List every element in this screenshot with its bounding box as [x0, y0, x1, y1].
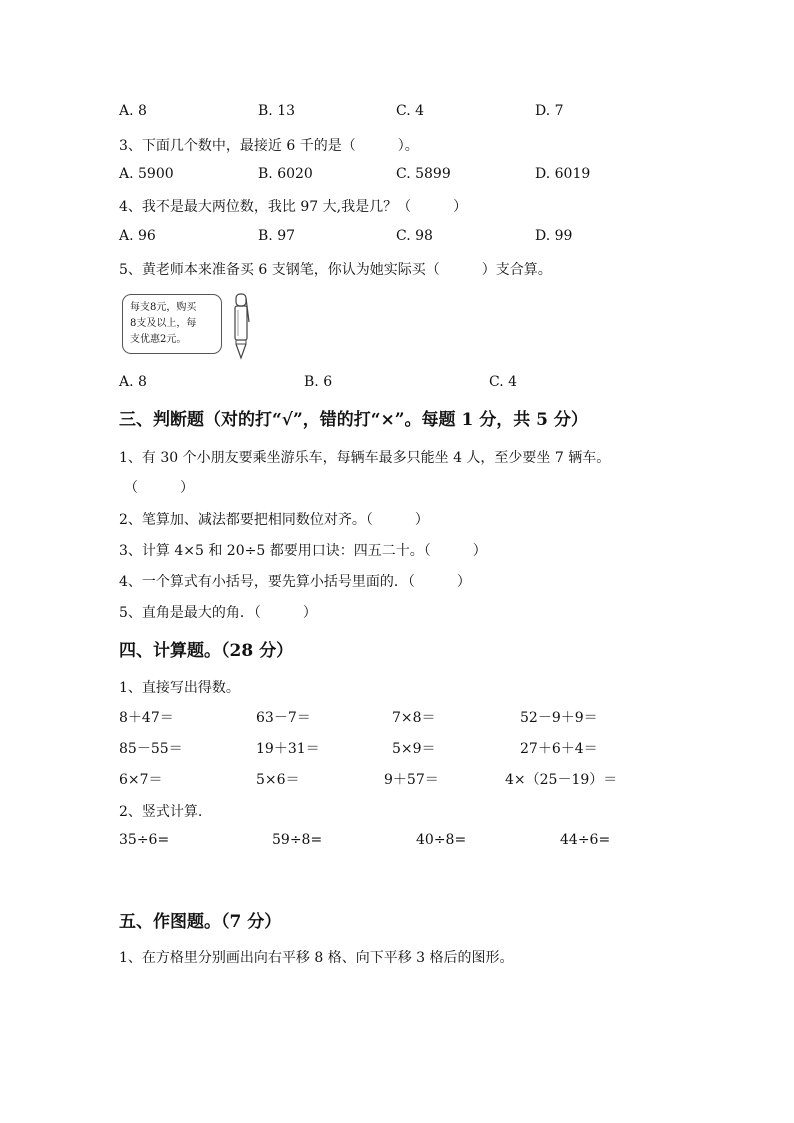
judge-item-2: 2、笔算加、减法都要把相同数位对齐。（ ）: [119, 512, 429, 528]
calc-expression: 6×7＝: [119, 772, 163, 788]
price-note-line: 每支8元，购买: [130, 302, 197, 313]
calc-q1-text: 1、直接写出得数。: [119, 680, 240, 696]
calc-q2-text: 2、竖式计算.: [119, 804, 203, 820]
q3-option-b: B. 6020: [258, 166, 313, 182]
judge-item-1-blank: （ ）: [124, 480, 194, 496]
q5-option-b: B. 6: [304, 374, 333, 390]
judge-item-1: 1、有 30 个小朋友要乘坐游乐车，每辆车最多只能坐 4 人，至少要坐 7 辆车。: [119, 450, 611, 466]
calc-expression: 27＋6＋4＝: [520, 741, 598, 757]
vertical-calc: 35÷6=: [119, 832, 170, 848]
judge-item-3: 3、计算 4×5 和 20÷5 都要用口诀：四五二十。（ ）: [119, 543, 487, 559]
q2-option-b: B. 13: [258, 103, 296, 119]
q3-option-c: C. 5899: [396, 166, 451, 182]
q2-option-c: C. 4: [396, 103, 425, 119]
price-note-line: 支优惠2元。: [130, 334, 187, 345]
q5-option-a: A. 8: [119, 374, 147, 390]
q3-text: 3、下面几个数中，最接近 6 千的是（ ）。: [119, 138, 419, 154]
q4-text: 4、我不是最大两位数，我比 97 大,我是几？（ ）: [119, 199, 468, 215]
calc-expression: 19＋31＝: [256, 741, 320, 757]
calc-expression: 5×6＝: [256, 772, 300, 788]
q4-option-b: B. 97: [258, 228, 296, 244]
price-note-line: 8支及以上，每: [130, 318, 197, 329]
calc-expression: 85－55＝: [119, 741, 183, 757]
calc-expression: 7×8＝: [392, 710, 436, 726]
calc-expression: 5×9＝: [392, 741, 436, 757]
vertical-calc: 44÷6=: [560, 832, 611, 848]
price-note-bubble: [122, 294, 222, 354]
q5-option-c: C. 4: [489, 374, 518, 390]
calc-expression: 63－7＝: [256, 710, 311, 726]
vertical-calc: 40÷8=: [416, 832, 467, 848]
calc-expression: 8＋47＝: [119, 710, 174, 726]
q5-text: 5、黄老师本来准备买 6 支钢笔，你认为她实际买（ ）支合算。: [119, 262, 552, 278]
judge-item-5: 5、直角是最大的角．（ ）: [119, 605, 317, 621]
section-3-title: 三、判断题（对的打“√”，错的打“×”。每题 1 分，共 5 分）: [119, 410, 588, 430]
q4-option-d: D. 99: [535, 228, 573, 244]
q4-option-a: A. 96: [119, 228, 156, 244]
fountain-pen-icon: [230, 292, 252, 360]
calc-expression: 9＋57＝: [384, 772, 439, 788]
vertical-calc: 59÷8=: [272, 832, 323, 848]
drawing-q1-text: 1、在方格里分别画出向右平移 8 格、向下平移 3 格后的图形。: [119, 950, 514, 966]
calc-expression: 4×（25－19）＝: [505, 772, 618, 788]
section-5-title: 五、作图题。（7 分）: [119, 912, 282, 932]
q2-option-d: D. 7: [535, 103, 564, 119]
calc-expression: 52－9＋9＝: [520, 710, 598, 726]
q4-option-c: C. 98: [396, 228, 433, 244]
q3-option-a: A. 5900: [119, 166, 174, 182]
q3-option-d: D. 6019: [535, 166, 591, 182]
judge-item-4: 4、一个算式有小括号，要先算小括号里面的．（ ）: [119, 574, 471, 590]
q2-option-a: A. 8: [119, 103, 147, 119]
section-4-title: 四、计算题。（28 分）: [119, 641, 294, 661]
